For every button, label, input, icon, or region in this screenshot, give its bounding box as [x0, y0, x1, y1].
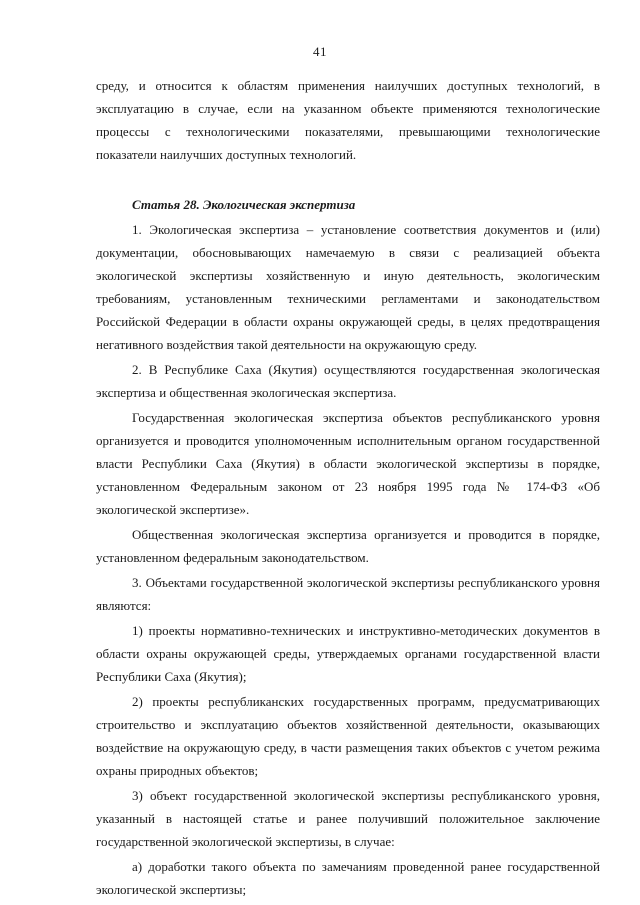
sub-item-a: а) доработки такого объекта по замечаниям проведенной ранее государственной экологической экспертизы; — [96, 859, 600, 897]
list-item-3: 3) объект государственной экологической экспертизы республиканского уровня, указанный в настоящей статье и ранее получивший положительное заключение государственной экологической экспертизы, в случае: — [96, 788, 600, 849]
document-body — [96, 74, 600, 901]
paragraph-3: 3. Объектами государственной экологической экспертизы республиканского уровня являются: — [96, 575, 600, 613]
list-item-2: 2) проекты республиканских государственных программ, предусматривающих строительство и эксплуатацию объектов хозяйственной деятельности, оказывающих воздействие на окружающую среду, в части размещения таких объектов с учетом режима охраны природных объектов; — [96, 694, 600, 778]
paragraph-1: 1. Экологическая экспертиза – установление соответствия документов и (или) документации, обосновывающих намечаемую в связи с реализацией объекта экологической экспертизы хозяйственную и иную деятельность, экологическим требованиям, установленным техническими регламентами и законодательством Российской Федерации в области охраны окружающей среды, в целях предотвращения негативного воздействия такой деятельности на окружающую среду. — [96, 222, 600, 352]
paragraph-state-expertise: Государственная экологическая экспертиза объектов республиканского уровня организуется и проводится уполномоченным исполнительным органом государственной власти Республики Саха (Якутия) в области экологической экспертизы в порядке, установленном Федеральным законом от 23 ноября 1995 года № 174-ФЗ «Об экологической экспертизе». — [96, 410, 600, 517]
paragraph-2: 2. В Республике Саха (Якутия) осуществляются государственная экологическая экспертиза и общественная экологическая экспертиза. — [96, 362, 600, 400]
intro-paragraph: среду, и относится к областям применения наилучших доступных технологий, в эксплуатацию в случае, если на указанном объекте применяются технологические процессы с технологическими показателями, превышающими технологические показатели наилучших доступных технологий. — [96, 78, 600, 162]
article-heading: Статья 28. Экологическая экспертиза — [132, 197, 356, 212]
paragraph-public-expertise: Общественная экологическая экспертиза организуется и проводится в порядке, установленном федеральным законодательством. — [96, 527, 600, 565]
page-number: 41 — [313, 44, 327, 59]
list-item-1: 1) проекты нормативно-технических и инструктивно-методических документов в области охраны окружающей среды, утверждаемых органами государственной власти Республики Саха (Якутия); — [96, 623, 600, 684]
